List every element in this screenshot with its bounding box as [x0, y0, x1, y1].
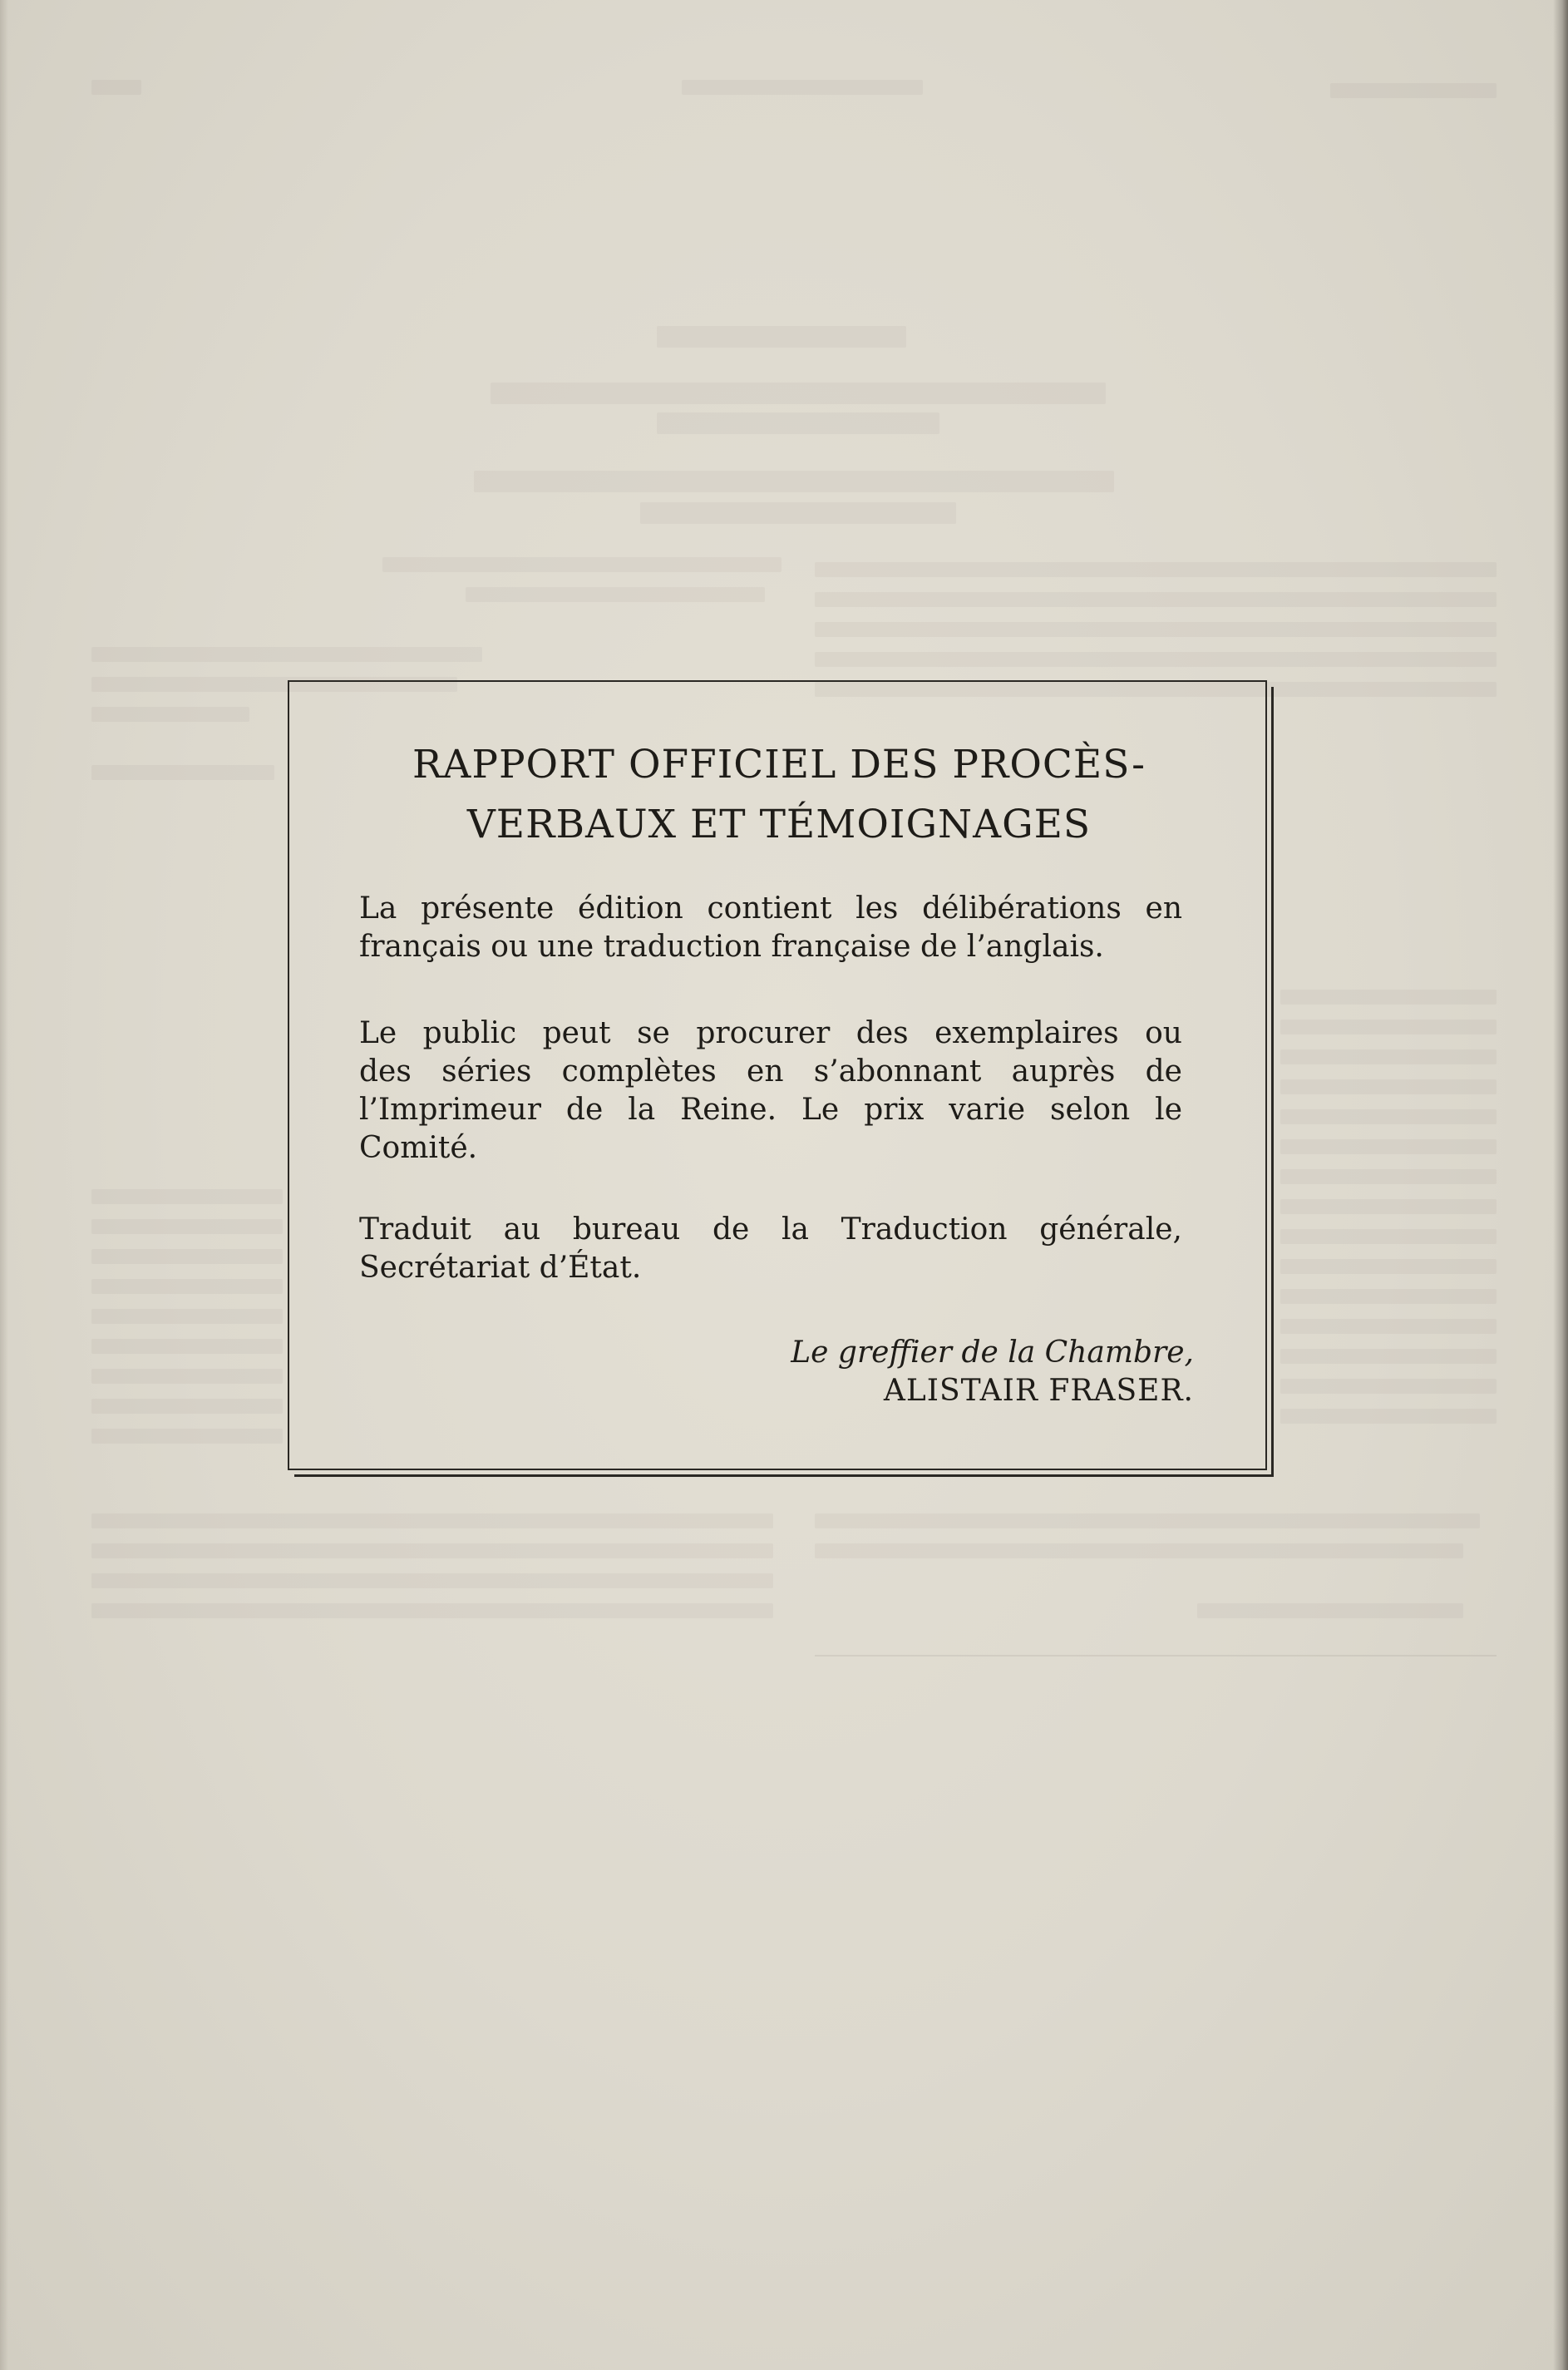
translation-paragraph-line-1: Traduit au bureau de la Traduction générale,: [359, 1212, 1182, 1247]
notice-title: [289, 735, 1269, 855]
edition-paragraph-line-2: français ou une traduction française de l’anglais.: [359, 930, 1104, 964]
signature-role: Le greffier de la Chambre,: [791, 1336, 1194, 1370]
page-left-edge-shadow: [0, 0, 8, 2370]
edition-paragraph-line-1: La présente édition contient les délibérations en: [359, 891, 1182, 926]
notice-box: [288, 680, 1267, 1470]
signature-name: ALISTAIR FRASER.: [883, 1374, 1194, 1408]
subscription-paragraph: [359, 1015, 1182, 1168]
translation-paragraph: [359, 1211, 1182, 1287]
notice-title-line-2: VERBAUX ET TÉMOIGNAGES: [466, 802, 1092, 847]
edition-paragraph: [359, 890, 1182, 966]
notice-title-line-1: RAPPORT OFFICIEL DES PROCÈS-: [412, 742, 1146, 788]
subscription-paragraph-line-1: Le public peut se procurer des exemplaires ou: [359, 1016, 1182, 1050]
signature-block: [791, 1334, 1194, 1410]
translation-paragraph-line-2: Secrétariat d’État.: [359, 1251, 642, 1285]
subscription-paragraph-line-2: des séries complètes en s’abonnant auprès de: [359, 1054, 1182, 1089]
page-right-edge-shadow: [1553, 0, 1568, 2370]
subscription-paragraph-line-3: l’Imprimeur de la Reine. Le prix varie selon le: [359, 1093, 1182, 1127]
subscription-paragraph-line-4: Comité.: [359, 1131, 478, 1165]
